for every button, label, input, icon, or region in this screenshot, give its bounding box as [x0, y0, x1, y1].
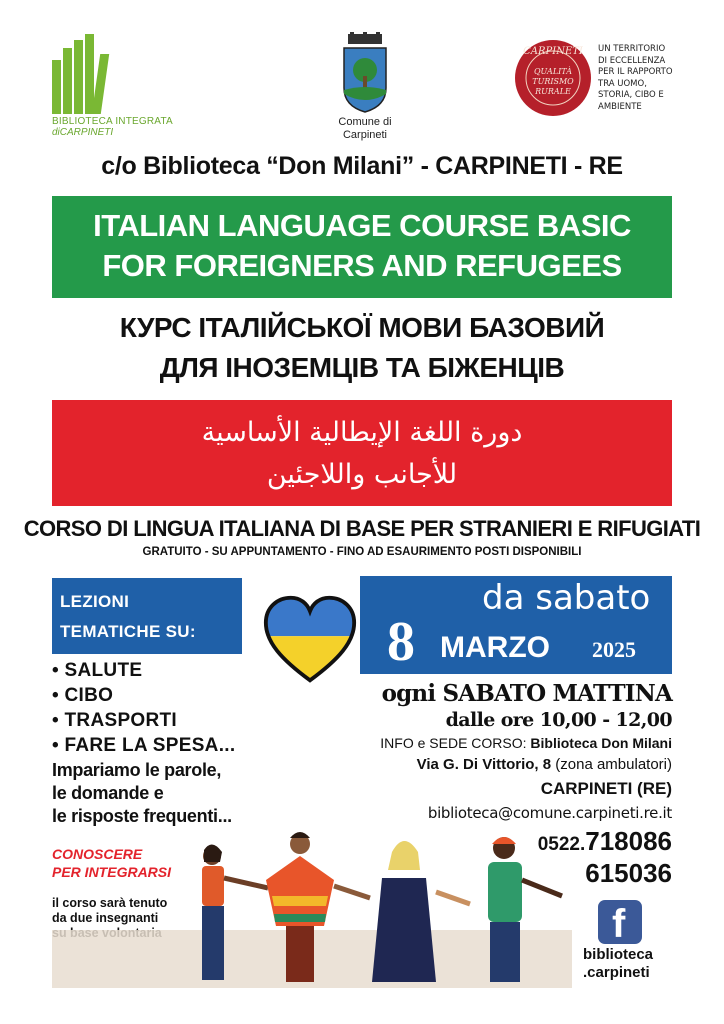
lessons-label-box [52, 578, 242, 654]
info-location: INFO e SEDE CORSO: Biblioteca Don Milani [380, 735, 672, 751]
facebook-icon[interactable]: f [598, 900, 642, 944]
seal-top-text: CARPINETI [523, 46, 583, 57]
comune-label: Comune di [338, 116, 392, 128]
italian-subtitle: GRATUITO - SU APPUNTAMENTO - FINO AD ESAURIMENTO POSTI DISPONIBILI [142, 546, 582, 558]
email-link[interactable]: biblioteca@comune.carpineti.re.it [427, 804, 672, 822]
topic-transport: • TRASPORTI [52, 710, 178, 731]
phone-number-1[interactable]: 0522.718086 [537, 826, 672, 856]
topic-shopping: • FARE LA SPESA... [52, 735, 236, 756]
topic-food: • CIBO [52, 685, 114, 706]
english-title-line-2: FOR FOREIGNERS AND REFUGEES [102, 248, 622, 283]
arabic-title-band [52, 400, 672, 506]
italian-title: CORSO DI LINGUA ITALIANA DI BASE PER STRANIERI E RIFUGIATI [23, 516, 701, 541]
seal-center-text-1: QUALITÀ [534, 67, 572, 76]
topic-health: • SALUTE [52, 660, 143, 681]
learn-line-3: le risposte frequenti... [52, 806, 232, 826]
lessons-label-1: LEZIONI [60, 592, 130, 611]
people-holding-hands-illustration [190, 822, 590, 992]
date-day: 8 [387, 611, 415, 673]
library-name-text: Biblioteca Don Milani [530, 735, 672, 751]
schedule-hours: dalle ore 10,00 - 12,00 [445, 709, 672, 731]
english-title-line-1: ITALIAN LANGUAGE COURSE BASIC [93, 208, 631, 243]
comune-town: Carpineti [342, 129, 388, 141]
teachers-line-2: da due insegnanti [52, 911, 159, 925]
arabic-title-line-2: للأجانب واللاجئين [266, 459, 458, 490]
library-name: BIBLIOTECA INTEGRATA [52, 116, 173, 127]
city: CARPINETI (RE) [540, 779, 672, 798]
books-icon [52, 34, 112, 114]
venue-title: c/o Biblioteca “Don Milani” - CARPINETI - RE [101, 152, 623, 180]
seal-center-text-2: TURISMO [532, 77, 574, 86]
phone-number-2[interactable]: 615036 [585, 858, 672, 888]
motto-line-2: PER INTEGRARSI [52, 864, 172, 880]
teachers-line-1: il corso sarà tenuto [52, 896, 168, 910]
library-logo [52, 34, 222, 138]
comune-logo [320, 32, 410, 144]
date-year: 2025 [592, 637, 636, 662]
learn-line-1: Impariamo le parole, [52, 760, 222, 780]
arabic-title-line-1: دورة اللغة الإيطالية الأساسية [201, 417, 523, 448]
ukrainian-title-line-1: КУРС ІТАЛІЙСЬКОЇ МОВИ БАЗОВИЙ [119, 312, 605, 343]
motto-line-1: CONOSCERE [52, 846, 143, 862]
date-month: MARZO [440, 631, 550, 664]
territory-tagline: UN TERRITORIO DI ECCELLENZA PER IL RAPPORTO TRA UOMO, STORIA, CIBO E AMBIENTE [598, 44, 673, 112]
street-address: Via G. Di Vittorio, 8 (zona ambulatori) [416, 756, 672, 773]
ukrainian-title-line-2: ДЛЯ ІНОЗЕМЦІВ ТА БІЖЕНЦІВ [159, 352, 565, 383]
from-label: da sabato [482, 578, 651, 618]
library-town: diCARPINETI [52, 127, 114, 138]
ukrainian-title [0, 308, 724, 388]
ukraine-heart-icon [262, 592, 358, 688]
schedule-every: ogni SABATO MATTINA [381, 680, 672, 707]
facebook-handle-1[interactable]: biblioteca [583, 946, 654, 963]
learn-line-2: le domande e [52, 783, 164, 803]
seal-center-text-3: RURALE [535, 87, 571, 96]
english-title-band [52, 196, 672, 298]
rural-tourism-seal [513, 38, 593, 118]
facebook-handle-2[interactable]: .carpineti [583, 964, 650, 981]
lessons-label-2: TEMATICHE SU: [60, 622, 196, 641]
coat-of-arms-icon [320, 32, 410, 114]
